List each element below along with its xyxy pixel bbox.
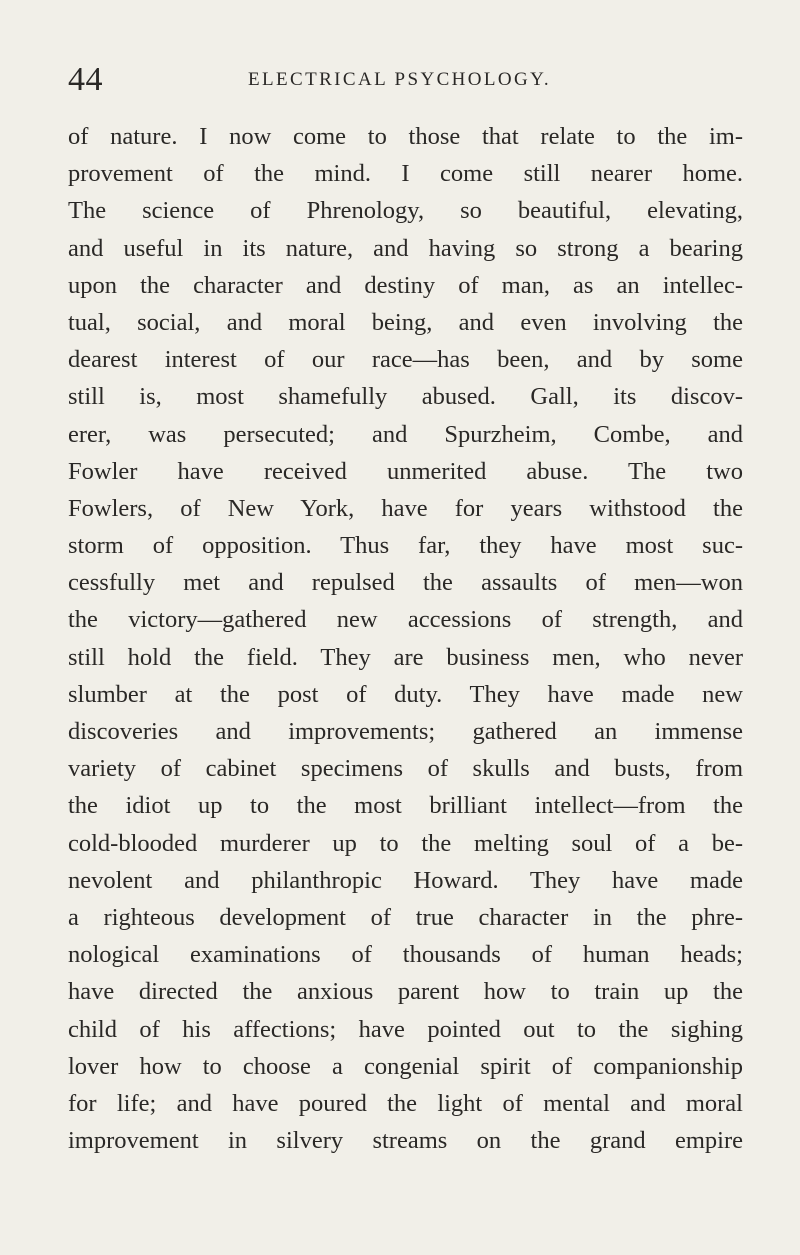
text-line-5: upon the character and destiny of man, as an intellec- — [68, 271, 743, 299]
text-line-18: variety of cabinet specimens of skulls and busts, from — [68, 755, 743, 783]
text-line-26: lover how to choose a congenial spirit of companionship — [68, 1052, 743, 1080]
text-line-1: of nature. I now come to those that relate to the im- — [68, 123, 743, 150]
text-line-12: storm of opposition. Thus far, they have most suc- — [68, 532, 743, 560]
text-line-9: erer, was persecuted; and Spurzheim, Combe, and — [68, 420, 743, 448]
text-line-24: have directed the anxious parent how to train up the — [68, 978, 743, 1006]
text-line-3: The science of Phrenology, so beautiful, elevating, — [68, 197, 743, 225]
text-line-19: the idiot up to the most brilliant intellect—from the — [68, 792, 743, 820]
text-line-4: and useful in its nature, and having so strong a bearing — [68, 234, 743, 262]
text-line-6: tual, social, and moral being, and even involving the — [68, 308, 743, 336]
text-line-15: still hold the field. They are business men, who never — [68, 643, 743, 671]
text-line-10: Fowler have received unmerited abuse. The two — [68, 457, 743, 485]
text-line-27: for life; and have poured the light of mental and moral — [68, 1089, 743, 1117]
text-line-17: discoveries and improvements; gathered an immense — [68, 718, 743, 745]
body-text — [68, 118, 743, 1159]
text-line-14: the victory—gathered new accessions of strength, and — [68, 606, 743, 634]
text-line-11: Fowlers, of New York, have for years withstood the — [68, 494, 743, 522]
running-title: ELECTRICAL PSYCHOLOGY. — [248, 69, 551, 90]
text-line-28: improvement in silvery streams on the grand empire — [68, 1127, 743, 1155]
text-line-25: child of his affections; have pointed out to the sighing — [68, 1015, 743, 1043]
text-line-23: nological examinations of thousands of human heads; — [68, 941, 743, 969]
text-line-2: provement of the mind. I come still nearer home. — [68, 160, 743, 188]
text-line-20: cold-blooded murderer up to the melting soul of a be- — [68, 829, 743, 857]
text-line-8: still is, most shamefully abused. Gall, its discov- — [68, 383, 743, 411]
text-line-22: a righteous development of true character in the phre- — [68, 903, 743, 931]
text-line-13: cessfully met and repulsed the assaults of men—won — [68, 569, 743, 597]
page-header — [68, 60, 748, 100]
text-line-7: dearest interest of our race—has been, and by some — [68, 346, 743, 374]
page-number: 44 — [68, 61, 103, 98]
text-line-21: nevolent and philanthropic Howard. They have made — [68, 866, 743, 894]
text-line-16: slumber at the post of duty. They have made new — [68, 680, 743, 708]
